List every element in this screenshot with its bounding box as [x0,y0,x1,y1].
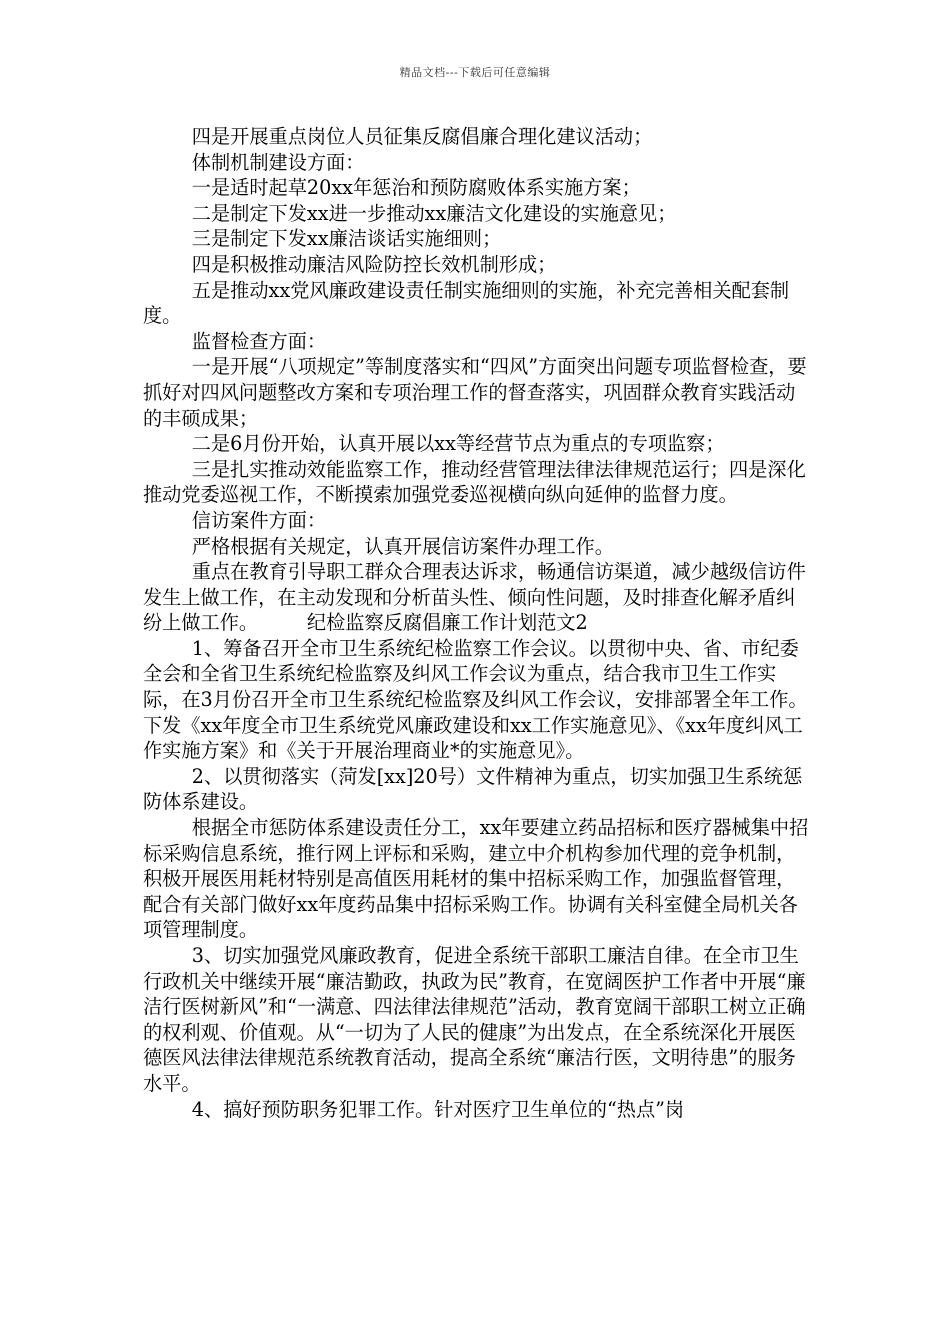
paragraph: 二是6月份开始，认真开展以xx等经营节点为重点的专项监察； [143,432,725,456]
paragraph: 一是开展“八项规定”等制度落实和“四风”方面突出问题专项监督检查，要抓好对四风问题整改方案和专项治理工作的督查落实，巩固群众教育实践活动的丰硕成果； [143,355,807,430]
paragraph: 五是推动xx党风廉政建设责任制实施细则的实施，补充完善相关配套制度。 [143,278,790,328]
paragraph: 监督检查方面： [143,329,327,353]
paragraph: 2、以贯彻落实（菏发[xx]20号）文件精神为重点，切实加强卫生系统惩防体系建设。 [143,764,803,814]
paragraph: 4、搞好预防职务犯罪工作。针对医疗卫生单位的“热点”岗 [143,1097,685,1121]
paragraph: 一是适时起草20xx年惩治和预防腐败体系实施方案； [143,176,641,200]
document-body [143,124,809,1122]
paragraph: 根据全市惩防体系建设责任分工，xx年要建立药品招标和医疗器械集中招标采购信息系统，推行网上评标和采购，建立中介机构参加代理的竞争机制，积极开展医用耗材特别是高值医用耗材的集中招标采购工作，加强监督管理，配合有关部门做好xx年度药品集中招标采购工作。协调有关科室健全局机关各项管理制度。 [143,816,809,942]
page-header: 精品文档---下载后可任意编辑 [399,66,551,79]
paragraph: 3、切实加强党风廉政教育，促进全系统干部职工廉洁自律。在全市卫生行政机关中继续开展“廉洁勤政，执政为民”教育，在宽阔医护工作者中开展“廉洁行医树新风”和“一满意、四法律法律规范”活动，教育宽阔干部职工树立正确的权利观、价值观。从“一切为了人民的健康”为出发点，在全系统深化开展医德医风法律法律规范系统教育活动，提高全系统“廉洁行医，文明待患”的服务水平。 [143,944,806,1095]
paragraph: 四是开展重点岗位人员征集反腐倡廉合理化建议活动； [143,125,653,148]
paragraph: 1、筹备召开全市卫生系统纪检监察工作会议。以贯彻中央、省、市纪委全会和全省卫生系统纪检监察及纠风工作会议为重点，结合我市卫生工作实际，在3月份召开全市卫生系统纪检监察及纠风工作会议，安排部署全年工作。下发《xx年度全市卫生系统党风廉政建设和xx工作实施意见》、《xx年度纠风工作实施方案》和《关于开展治理商业*的实施意见》。 [143,636,808,763]
paragraph: 四是积极推动廉洁风险防控长效机制形成； [143,252,557,276]
paragraph: 严格根据有关规定，认真开展信访案件办理工作。 [143,534,614,558]
paragraph: 重点在教育引导职工群众合理表达诉求，畅通信访渠道，减少越级信访件发生上做工作，在主动发现和分析苗头性、倾向性问题，及时排查化解矛盾纠纷上做工作。 纪检监察反腐倡廉工作计划范文2 [143,560,806,635]
paragraph: 信访案件方面： [143,508,327,532]
paragraph: 二是制定下发xx进一步推动xx廉洁文化建设的实施意见； [143,201,677,225]
paragraph: 三是扎实推动效能监察工作，推动经营管理法律法律规范运行；四是深化推动党委巡视工作，不断摸索加强党委巡视横向纵向延伸的监督力度。 [143,457,806,507]
paragraph: 三是制定下发xx廉洁谈话实施细则； [143,227,502,251]
paragraph: 体制机制建设方面： [143,150,365,174]
